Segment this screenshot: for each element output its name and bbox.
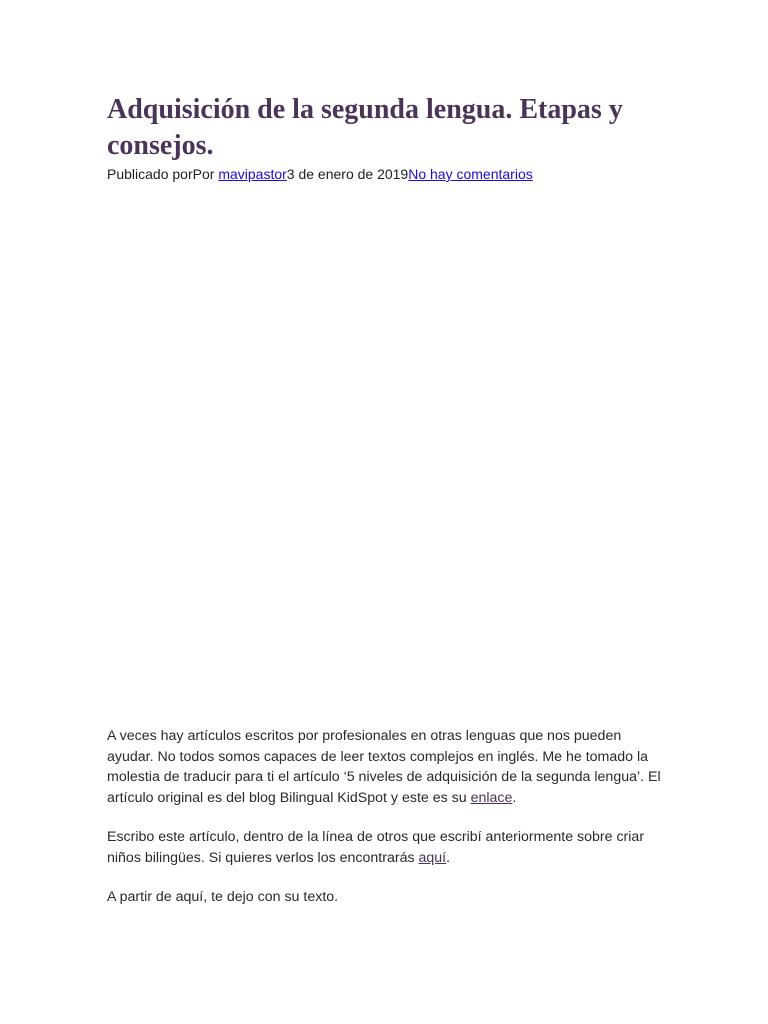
- post-meta: [107, 164, 667, 184]
- author-link[interactable]: mavipastor: [218, 166, 287, 182]
- paragraph-1-end: .: [512, 789, 517, 806]
- paragraph-2-text: Escribo este artículo, dentro de la línea de otros que escribí anteriormente sobre criar niños bilingües. Si quieres verlos los encontrarás: [107, 829, 645, 866]
- related-articles-link[interactable]: aquí: [418, 849, 447, 866]
- paragraph-3: A partir de aquí, te dejo con su texto.: [107, 889, 339, 905]
- paragraph-2-end: .: [446, 849, 451, 866]
- article-body: [107, 726, 667, 927]
- paragraph-1: [107, 726, 667, 808]
- post-date: 3 de enero de 2019: [286, 166, 409, 182]
- source-link[interactable]: enlace: [470, 789, 513, 806]
- comments-link[interactable]: No hay comentarios: [408, 166, 533, 182]
- paragraph-2: [107, 827, 667, 868]
- paragraph-1-text: A veces hay artículos escritos por profesionales en otras lenguas que nos pueden ayudar. No todos somos capaces de leer textos complejos en inglés. Me he tomado la molestia de traducir para ti el artículo ‘5 niveles de adquisición de la segunda lengua’. El artículo original es del blog Bilingual KidSpot y este es su: [107, 728, 661, 806]
- by-label: Por: [192, 166, 219, 182]
- page-title: Adquisición de la segunda lengua. Etapas y consejos.: [107, 94, 623, 161]
- published-label: Publicado por: [107, 166, 193, 182]
